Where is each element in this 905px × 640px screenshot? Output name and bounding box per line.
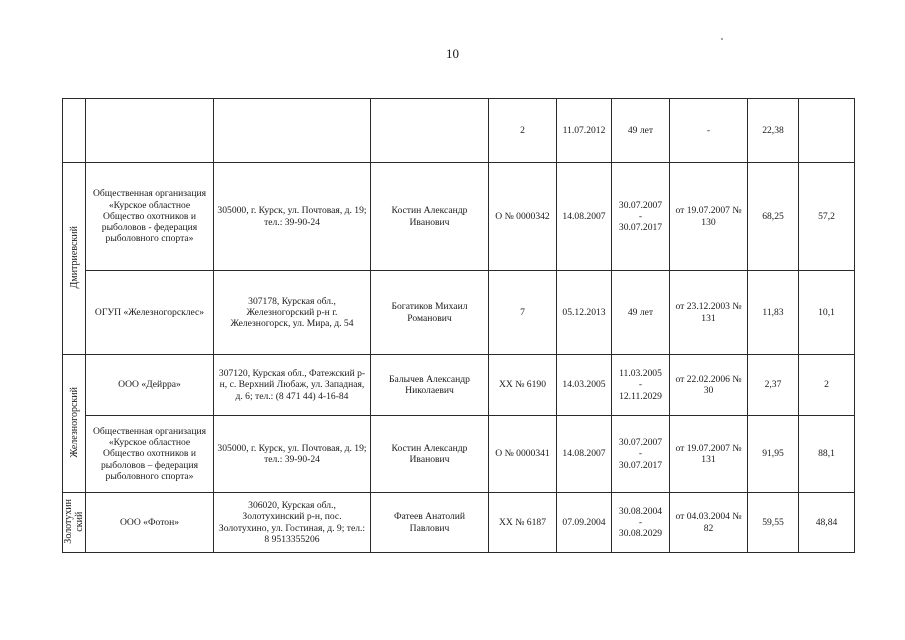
- term-line: 49 лет: [627, 124, 654, 136]
- date-cell: 14.08.2007: [557, 163, 612, 271]
- area-total-cell: 11,83: [748, 271, 799, 355]
- table-row: [63, 271, 855, 355]
- district-cell: [63, 493, 86, 553]
- scan-speck: [721, 38, 723, 40]
- district-label: [63, 499, 85, 544]
- doc-number-cell: 7: [489, 271, 557, 355]
- head-cell: Богатиков Михаил Романович: [371, 271, 489, 355]
- term-dash: -: [638, 448, 643, 460]
- district-cell: [63, 355, 86, 493]
- head-cell: Костин Александр Иванович: [371, 416, 489, 493]
- district-label: Дмитриевский: [68, 225, 80, 289]
- term-cell: [612, 163, 670, 271]
- org-cell: [86, 99, 214, 163]
- hunting-grounds-table: [62, 98, 855, 553]
- term-cell: [612, 416, 670, 493]
- address-cell: 305000, г. Курск, ул. Почтовая, д. 19; тел.: 39-90-24: [214, 416, 371, 493]
- org-cell: ООО «Дейрра»: [86, 355, 214, 416]
- district-cell: [63, 163, 86, 355]
- head-cell: Фатеев Анатолий Павлович: [371, 493, 489, 553]
- district-label-line: ский: [74, 510, 85, 531]
- term-start: 30.07.2007: [618, 199, 663, 211]
- area-hunt-cell: 10,1: [799, 271, 855, 355]
- org-cell: Общественная организация «Курское областное Общество охотников и рыболовов - федерация рыболовного спорта»: [86, 163, 214, 271]
- term-dash: -: [638, 379, 643, 391]
- term-cell: [612, 271, 670, 355]
- address-cell: 306020, Курская обл., Золотухинский р-н, пос. Золотухино, ул. Гостиная, д. 9; тел.: 8 9513355206: [214, 493, 371, 553]
- term-line: 49 лет: [627, 306, 654, 318]
- area-hunt-cell: 88,1: [799, 416, 855, 493]
- table-row: [63, 99, 855, 163]
- doc-number-cell: ХХ № 6187: [489, 493, 557, 553]
- term-start: 11.03.2005: [619, 368, 662, 380]
- area-total-cell: 2,37: [748, 355, 799, 416]
- decision-cell: от 19.07.2007 № 131: [670, 416, 748, 493]
- date-cell: 14.03.2005: [557, 355, 612, 416]
- decision-cell: от 22.02.2006 № 30: [670, 355, 748, 416]
- term-end: 30.07.2017: [618, 222, 663, 234]
- district-label: Железногорский: [68, 386, 80, 458]
- doc-number-cell: 2: [489, 99, 557, 163]
- decision-cell: от 19.07.2007 № 130: [670, 163, 748, 271]
- term-end: 12.11.2029: [619, 390, 662, 402]
- decision-cell: -: [670, 99, 748, 163]
- term-end: 30.07.2017: [618, 459, 663, 471]
- head-cell: Балычев Александр Николаевич: [371, 355, 489, 416]
- term-end: 30.08.2029: [618, 528, 663, 540]
- date-cell: 07.09.2004: [557, 493, 612, 553]
- head-cell: [371, 99, 489, 163]
- date-cell: 14.08.2007: [557, 416, 612, 493]
- area-total-cell: 59,55: [748, 493, 799, 553]
- address-cell: [214, 99, 371, 163]
- decision-cell: от 04.03.2004 № 82: [670, 493, 748, 553]
- org-cell: ОГУП «Железногорсклес»: [86, 271, 214, 355]
- district-label-line: Золотухин: [63, 498, 74, 544]
- decision-cell: от 23.12.2003 № 131: [670, 271, 748, 355]
- area-total-cell: 68,25: [748, 163, 799, 271]
- doc-number-cell: О № 0000342: [489, 163, 557, 271]
- area-total-cell: 22,38: [748, 99, 799, 163]
- head-cell: Костин Александр Иванович: [371, 163, 489, 271]
- org-cell: Общественная организация «Курское областное Общество охотников и рыболовов – федерация рыболовного спорта»: [86, 416, 214, 493]
- area-hunt-cell: 48,84: [799, 493, 855, 553]
- page-number: 10: [446, 46, 459, 61]
- area-hunt-cell: 2: [799, 355, 855, 416]
- date-cell: 11.07.2012: [557, 99, 612, 163]
- term-dash: -: [638, 210, 643, 222]
- doc-number-cell: ХХ № 6190: [489, 355, 557, 416]
- area-total-cell: 91,95: [748, 416, 799, 493]
- term-start: 30.08.2004: [618, 505, 663, 517]
- area-hunt-cell: [799, 99, 855, 163]
- area-hunt-cell: 57,2: [799, 163, 855, 271]
- table-row: [63, 493, 855, 553]
- table-row: [63, 163, 855, 271]
- term-cell: [612, 355, 670, 416]
- address-cell: 305000, г. Курск, ул. Почтовая, д. 19; тел.: 39-90-24: [214, 163, 371, 271]
- term-start: 30.07.2007: [618, 437, 663, 449]
- district-cell: [63, 99, 86, 163]
- term-dash: -: [638, 516, 643, 528]
- table-row: [63, 416, 855, 493]
- term-cell: [612, 493, 670, 553]
- term-cell: [612, 99, 670, 163]
- address-cell: 307120, Курская обл., Фатежский р-н, с. Верхний Любаж, ул. Западная, д. 6; тел.: (8 471 44) 4-16-84: [214, 355, 371, 416]
- org-cell: ООО «Фотон»: [86, 493, 214, 553]
- date-cell: 05.12.2013: [557, 271, 612, 355]
- table-row: [63, 355, 855, 416]
- address-cell: 307178, Курская обл., Железногорский р-н г. Железногорск, ул. Мира, д. 54: [214, 271, 371, 355]
- doc-number-cell: О № 0000341: [489, 416, 557, 493]
